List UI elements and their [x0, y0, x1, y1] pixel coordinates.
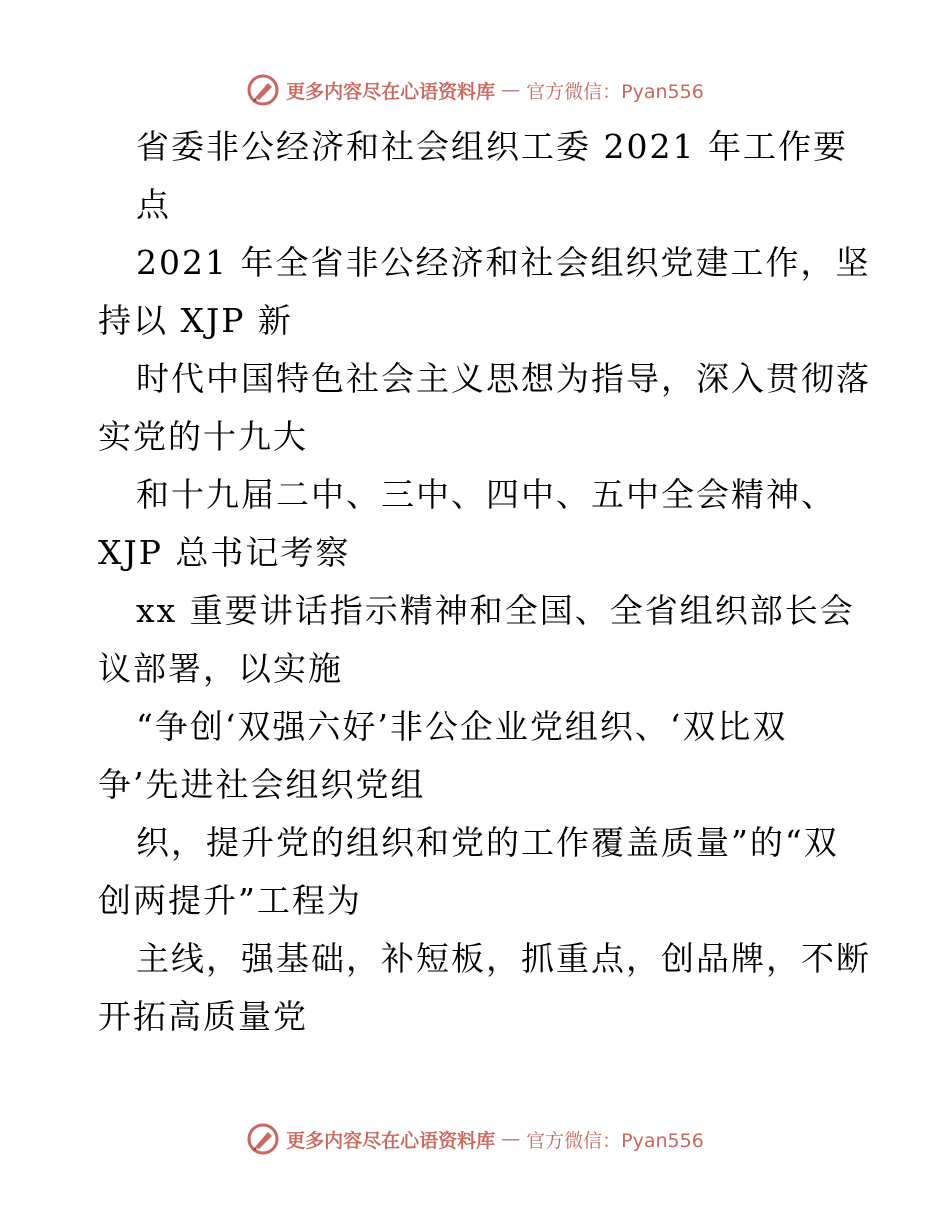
document-body [98, 118, 898, 1046]
text-line: 开拓高质量党 [98, 997, 308, 1036]
watermark-footer [0, 1119, 950, 1159]
pen-logo-icon [246, 1122, 280, 1156]
text-line: 主线，强基础，补短板，抓重点，创品牌，不断 [136, 939, 871, 978]
text-line: 争’先进社会组织党组 [98, 765, 426, 804]
text-line: 持以 XJP 新 [98, 301, 293, 340]
pen-logo-icon [246, 73, 280, 107]
text-line: 和十九届二中、三中、四中、五中全会精神、 [136, 475, 836, 514]
text-line: 创两提升”工程为 [98, 881, 362, 920]
watermark-header [0, 70, 950, 110]
watermark-text: 更多内容尽在心语资料库 [286, 1129, 496, 1152]
text-line: XJP 总书记考察 [98, 533, 351, 572]
watermark-dash: — [501, 79, 521, 101]
text-line: xx 重要讲话指示精神和全国、全省组织部长会 [136, 591, 855, 630]
text-line: 2021 年全省非公经济和社会组织党建工作，坚 [136, 243, 871, 282]
text-line: 时代中国特色社会主义思想为指导，深入贯彻落 [136, 359, 871, 398]
text-line: 实党的十九大 [98, 417, 308, 456]
watermark-contact: 官方微信：Pyan556 [526, 1129, 704, 1152]
watermark-text: 更多内容尽在心语资料库 [286, 80, 496, 103]
watermark-contact: 官方微信：Pyan556 [526, 80, 704, 103]
text-line: 点 [136, 185, 171, 224]
text-line: “争创‘双强六好’非公企业党组织、‘双比双 [136, 707, 788, 746]
text-line: 织，提升党的组织和党的工作覆盖质量”的“双 [136, 823, 839, 862]
text-line: 省委非公经济和社会组织工委 2021 年工作要 [136, 127, 848, 166]
text-line: 议部署，以实施 [98, 649, 343, 688]
watermark-dash: — [501, 1128, 521, 1150]
